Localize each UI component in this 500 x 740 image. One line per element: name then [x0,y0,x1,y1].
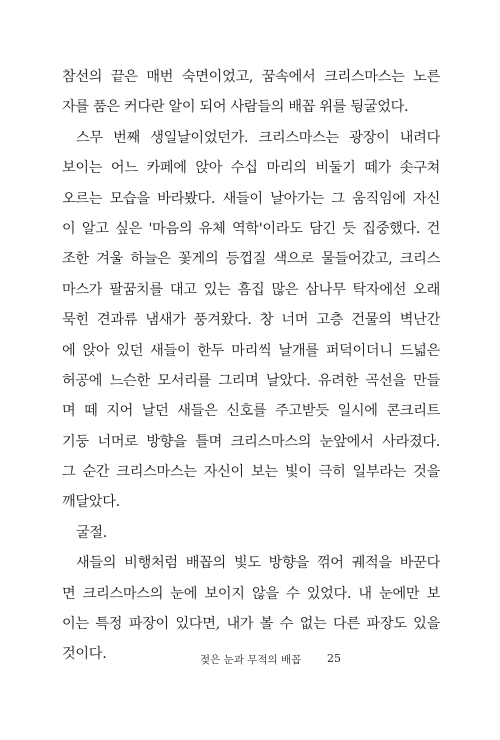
text-line: 묵힌 견과류 냄새가 풍겨왔다. 창 너머 고층 건물의 벽난간 [62,312,440,329]
text-line: 자를 품은 커다란 알이 되어 사람들의 배꼽 위를 뒹굴었다. [62,99,409,116]
paragraph [62,62,440,123]
text-line: 이는 특정 파장이 있다면, 내가 볼 수 없는 다른 파장도 있을 [62,616,440,633]
text-line: 기둥 너머로 방향을 틀며 크리스마스의 눈앞에서 사라졌다. [62,433,440,450]
text-line: 스무 번째 생일날이었던가. 크리스마스는 광장이 내려다 [76,129,440,146]
text-line: 에 앉아 있던 새들이 한두 마리씩 날개를 퍼덕이더니 드넓은 [62,342,440,359]
text-line: 그 순간 크리스마스는 자신이 보는 빛이 극히 일부라는 것을 [62,464,440,481]
running-title: 젖은 눈과 무적의 배꼽 [200,654,302,666]
text-line: 이 알고 싶은 '마음의 유체 역학'이라도 담긴 듯 집중했다. 건 [62,220,440,237]
paragraph [62,518,440,548]
text-line: 허공에 느슨한 모서리를 그리며 날았다. 유려한 곡선을 만들 [62,372,440,389]
text-line: 것이다. [62,646,107,663]
text-line: 보이는 어느 카페에 앉아 수십 마리의 비둘기 떼가 솟구쳐 [62,160,440,177]
text-line: 깨달았다. [62,494,120,511]
page-number: 25 [327,652,341,665]
text-line: 면 크리스마스의 눈에 보이지 않을 수 있었다. 내 눈에만 보 [62,585,440,602]
text-line: 마스가 팔꿈치를 대고 있는 흠집 많은 삼나무 탁자에선 오래 [62,281,440,298]
text-line: 며 떼 지어 날던 새들은 신호를 주고받듯 일시에 콘크리트 [62,403,440,420]
text-line: 굴절. [76,524,108,541]
text-line: 참선의 끝은 매번 숙면이었고, 꿈속에서 크리스마스는 노른 [62,69,440,85]
text-line: 새들의 비행처럼 배꼽의 빛도 방향을 꺾어 궤적을 바꾼다 [76,555,440,572]
body-text [62,62,440,670]
text-line: 조한 겨울 하늘은 꽃게의 등껍질 색으로 물들어갔고, 크리스 [62,251,440,268]
page-footer [0,652,500,672]
paragraph [62,123,440,518]
text-line: 오르는 모습을 바라봤다. 새들이 날아가는 그 움직임에 자신 [62,190,440,207]
